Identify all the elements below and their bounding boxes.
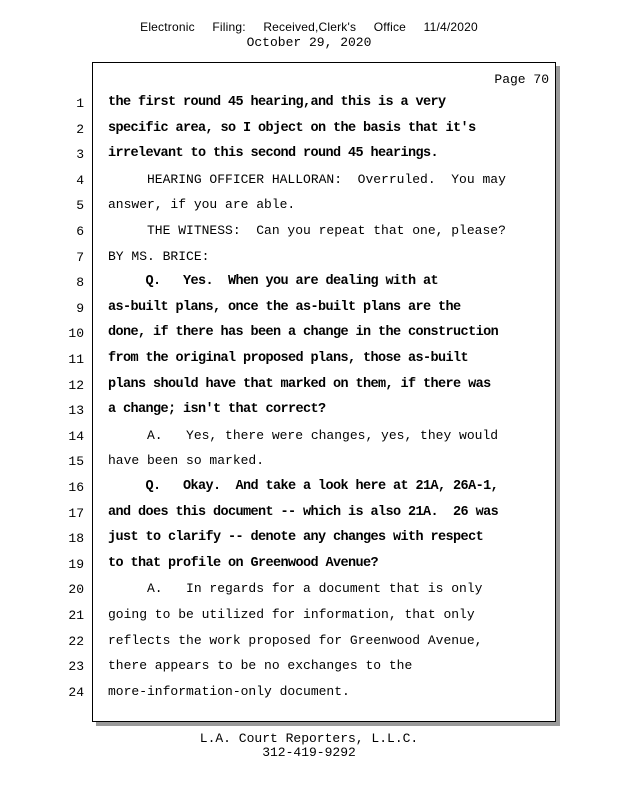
- line-number: 19: [68, 556, 84, 572]
- line-number: 4: [76, 172, 84, 188]
- line-number: 17: [68, 505, 84, 521]
- line-text: the first round 45 hearing,and this is a very: [108, 95, 446, 110]
- page-number: Page 70: [494, 72, 549, 87]
- line-text: THE WITNESS: Can you repeat that one, please?: [108, 223, 506, 238]
- line-text: going to be utilized for information, that only: [108, 607, 475, 622]
- line-number: 1: [76, 96, 84, 111]
- stamp-part: Filing:: [212, 20, 246, 34]
- line-text: A. In regards for a document that is only: [108, 581, 483, 597]
- stamp-part: Office: [373, 20, 407, 34]
- line-text: Q. Okay. And take a look here at 21A, 26A-1,: [108, 479, 499, 494]
- line-number: 15: [68, 454, 84, 470]
- line-text: to that profile on Greenwood Avenue?: [108, 555, 379, 571]
- line-text: a change; isn't that correct?: [108, 402, 326, 418]
- line-number: 9: [76, 300, 84, 316]
- line-number: 13: [68, 403, 84, 419]
- line-text: done, if there has been a change in the construction: [108, 325, 499, 341]
- stamp-part: Electronic: [140, 20, 195, 34]
- line-number: 14: [68, 428, 84, 444]
- line-text: and does this document -- which is also 21A. 26 was: [108, 504, 499, 520]
- line-number: 5: [76, 198, 84, 214]
- reporter-phone: 312-419-9292: [262, 745, 356, 760]
- line-number: 21: [68, 608, 84, 623]
- filing-stamp: [0, 20, 618, 34]
- stamp-part: 11/4/2020: [423, 20, 478, 34]
- line-text: as-built plans, once the as-built plans are the: [108, 299, 461, 315]
- line-number: 10: [68, 326, 84, 342]
- line-text: plans should have that marked on them, if there was: [108, 376, 491, 392]
- line-number: 8: [76, 275, 84, 291]
- transcript-date: October 29, 2020: [246, 35, 372, 50]
- line-text: have been so marked.: [108, 453, 265, 469]
- line-number: 24: [68, 684, 84, 700]
- stamp-part: Received,Clerk's: [263, 20, 357, 34]
- line-text: there appears to be no exchanges to the: [108, 658, 413, 674]
- line-number: 11: [68, 352, 84, 367]
- reporter-company: L.A. Court Reporters, L.L.C.: [199, 731, 419, 746]
- footer: [0, 732, 618, 760]
- line-number: 12: [68, 377, 84, 393]
- line-text: specific area, so I object on the basis that it's: [108, 120, 476, 136]
- line-number: 7: [76, 249, 84, 265]
- line-number: 18: [68, 531, 84, 547]
- line-text: just to clarify -- denote any changes with respect: [108, 530, 484, 546]
- line-number: 3: [76, 147, 84, 163]
- line-text: HEARING OFFICER HALLORAN: Overruled. You may: [108, 171, 506, 187]
- line-text: BY MS. BRICE:: [108, 248, 210, 264]
- line-number: 2: [76, 121, 84, 137]
- line-text: irrelevant to this second round 45 hearings.: [108, 146, 439, 162]
- line-number: 23: [68, 659, 84, 675]
- line-number: 22: [68, 633, 84, 649]
- line-number: 6: [76, 224, 84, 239]
- line-text: reflects the work proposed for Greenwood Avenue,: [108, 632, 483, 648]
- line-number: 16: [68, 480, 84, 495]
- line-text: answer, if you are able.: [108, 197, 296, 213]
- line-text: A. Yes, there were changes, yes, they would: [108, 427, 499, 443]
- line-text: from the original proposed plans, those as-built: [108, 351, 469, 366]
- line-text: Q. Yes. When you are dealing with at: [108, 274, 439, 290]
- line-number: 20: [68, 582, 84, 598]
- line-text: more-information-only document.: [108, 683, 350, 699]
